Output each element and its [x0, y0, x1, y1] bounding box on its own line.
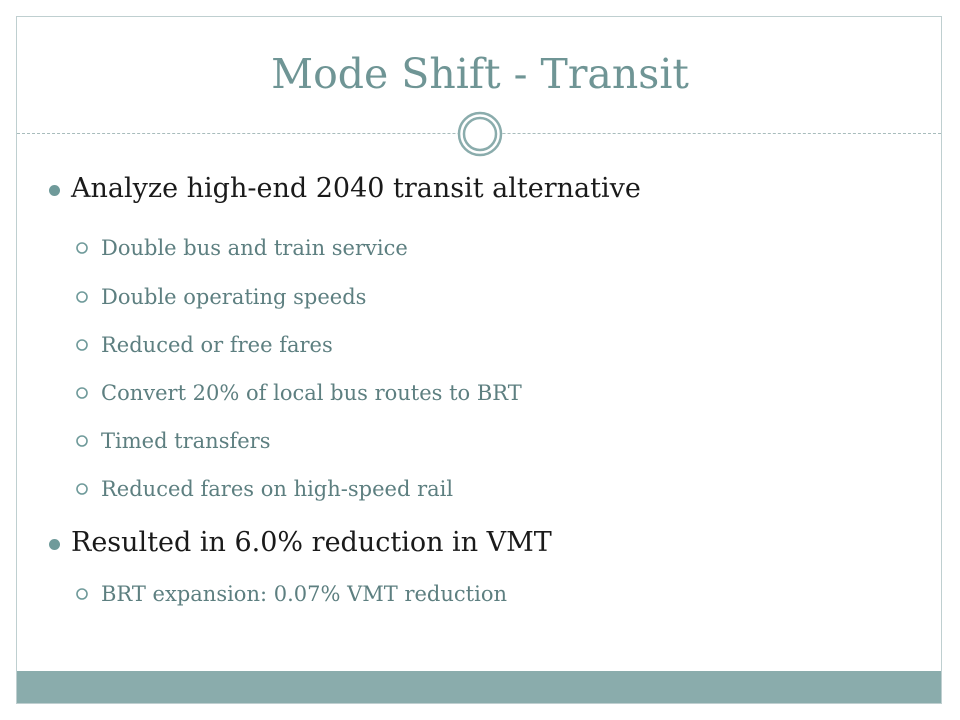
hollow-circle-bullet-icon	[75, 434, 89, 448]
sub-bullet-text: Timed transfers	[101, 429, 271, 453]
sub-bullet-item	[101, 580, 507, 608]
hollow-circle-bullet-icon	[75, 482, 89, 496]
sub-bullet-item	[101, 283, 366, 311]
sub-bullet-item	[101, 234, 408, 262]
sub-bullet-item	[101, 427, 271, 455]
hollow-circle-bullet-icon	[75, 587, 89, 601]
sub-bullet-text: Reduced or free fares	[101, 333, 333, 357]
sub-bullet-text: BRT expansion: 0.07% VMT reduction	[101, 582, 507, 606]
bullet-text: Resulted in 6.0% reduction in VMT	[71, 527, 552, 558]
bullet-text: Analyze high-end 2040 transit alternative	[71, 173, 641, 204]
hollow-circle-bullet-icon	[75, 290, 89, 304]
sub-bullet-item	[101, 331, 333, 359]
footer-accent-bar	[17, 671, 941, 703]
slide-title: Mode Shift - Transit	[271, 50, 689, 98]
sub-bullet-text: Double bus and train service	[101, 236, 408, 260]
filled-bullet-icon	[49, 185, 60, 196]
filled-bullet-icon	[49, 539, 60, 550]
sub-bullet-text: Double operating speeds	[101, 285, 367, 309]
sub-bullet-item	[101, 475, 453, 503]
sub-bullet-text: Reduced fares on high-speed rail	[101, 477, 454, 501]
sub-bullet-item	[101, 379, 522, 407]
ring-ornament-icon	[457, 111, 503, 157]
sub-bullet-text: Convert 20% of local bus routes to BRT	[101, 381, 522, 405]
hollow-circle-bullet-icon	[75, 386, 89, 400]
hollow-circle-bullet-icon	[75, 241, 89, 255]
bullet-item	[71, 525, 552, 561]
bullet-item	[71, 171, 641, 207]
hollow-circle-bullet-icon	[75, 338, 89, 352]
